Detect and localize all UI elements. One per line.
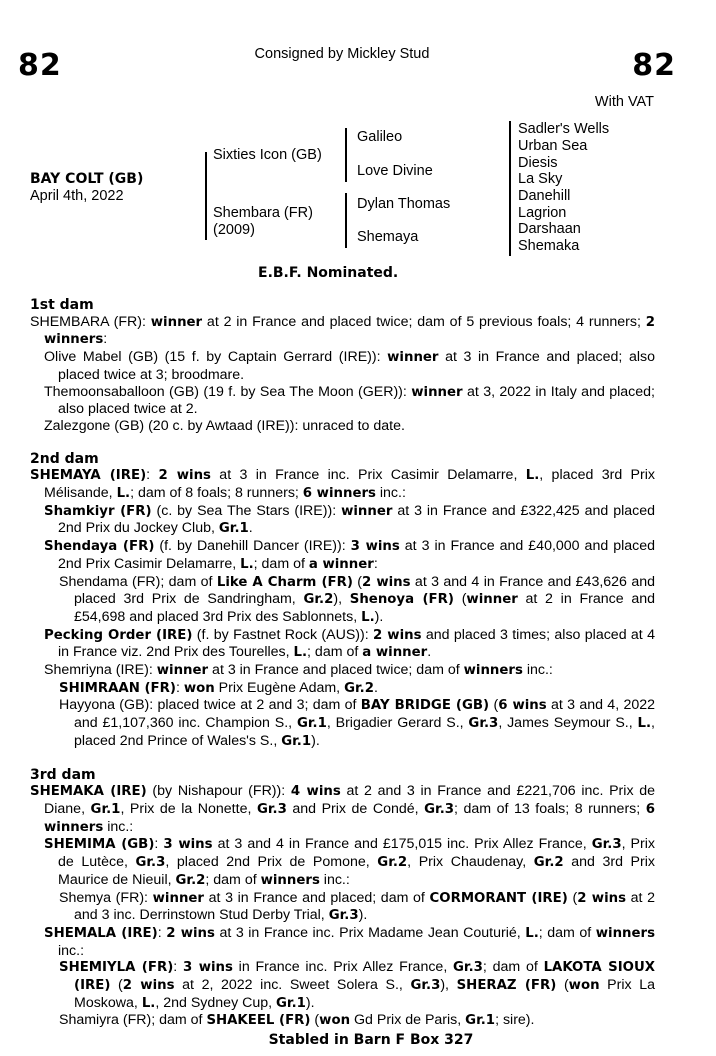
bold-run: SHIMRAAN (FR): [59, 680, 176, 696]
pedigree-sire-dam: Love Divine: [357, 163, 433, 179]
bold-run: Gr.1: [218, 521, 249, 537]
lot-number-right: 82: [632, 48, 676, 83]
catalogue-body: [30, 297, 655, 1030]
bold-run: Gr.3: [468, 716, 499, 732]
bold-run: SHAKEEL (FR): [206, 1013, 311, 1029]
bold-run: L.: [525, 925, 539, 941]
bold-run: 6 winners: [302, 486, 376, 502]
section-heading-first-dam: 1st dam: [30, 297, 94, 313]
bold-run: Pecking Order (IRE): [44, 627, 193, 643]
bold-run: L.: [361, 609, 375, 625]
consignor: Consigned by Mickley Stud: [254, 46, 430, 62]
progeny-entry: Shemriyna (IRE): winner at 3 in France and placed twice; dam of winners inc.:: [44, 662, 553, 679]
bold-run: 2 wins: [166, 925, 215, 941]
section-heading-third-dam: 3rd dam: [30, 766, 96, 783]
bold-run: Gr.3: [256, 801, 287, 817]
bold-run: 4 wins: [290, 784, 341, 800]
pedigree-gen3-4: La Sky: [518, 171, 563, 187]
bold-run: 3 wins: [183, 960, 233, 976]
bold-run: Gr.2: [344, 680, 374, 696]
progeny-entry: Pecking Order (IRE) (f. by Fastnet Rock (AUS)): 2 wins and placed 3 times; also placed at 4 in France viz. 2nd Prix des Tourelles, L.; dam of a winner.: [44, 626, 655, 661]
bold-run: 2 wins: [158, 468, 211, 484]
bold-run: Gr.1: [90, 801, 121, 817]
vat-note: With VAT: [594, 94, 654, 110]
bold-run: Shamkiyr (FR): [44, 503, 152, 519]
section-heading-second-dam: 2nd dam: [30, 450, 99, 467]
bold-run: Gr.2: [533, 855, 564, 871]
bold-run: winner: [150, 314, 203, 330]
pedigree-dam-year: (2009): [213, 222, 255, 238]
bold-run: Shenoya (FR): [349, 592, 454, 608]
pedigree-bracket-3: [509, 121, 511, 256]
bold-run: 2 wins: [577, 890, 627, 906]
bold-run: SHEMIYLA (FR): [59, 960, 174, 976]
bold-run: Gr.2: [175, 872, 206, 888]
bold-run: Shendaya (FR): [44, 539, 155, 555]
pedigree-gen3-2: Urban Sea: [518, 138, 588, 154]
bold-run: winner: [341, 503, 393, 519]
bold-run: 2 winners: [44, 314, 655, 348]
grandprogeny-entry: SHEMIYLA (FR): 3 wins in France inc. Prix Allez France, Gr.3; dam of LAKOTA SIOUX (IRE) (2 wins at 2, 2022 inc. Sweet Solera S., Gr.3), SHERAZ (FR) (won Prix La Moskowa, L., 2nd Sydney Cup, Gr.1).: [59, 959, 655, 1011]
pedigree-gen3-7: Darshaan: [518, 221, 581, 237]
foaling-date: April 4th, 2022: [30, 188, 124, 204]
bold-run: winner: [152, 890, 204, 906]
bold-run: Gr.2: [303, 592, 334, 608]
bold-run: LAKOTA SIOUX (IRE): [74, 960, 655, 994]
bold-run: Gr.1: [296, 716, 327, 732]
bold-run: L.: [525, 468, 540, 484]
pedigree-bracket-2b: [345, 193, 347, 248]
bold-run: winner: [466, 592, 518, 608]
bold-run: Like A Charm (FR): [216, 574, 353, 590]
progeny-entry: Olive Mabel (GB) (15 f. by Captain Gerrard (IRE)): winner at 3 in France and placed; also placed twice at 3; broodmare.: [44, 349, 655, 383]
pedigree-bracket-2a: [345, 128, 347, 182]
bold-run: winner: [411, 384, 463, 400]
bold-run: 2 wins: [122, 978, 175, 994]
bold-run: won: [568, 978, 600, 994]
bold-run: Gr.3: [453, 960, 483, 976]
pedigree-dam-sire: Dylan Thomas: [357, 196, 451, 212]
bold-run: winners: [463, 663, 523, 679]
bold-run: a winner: [362, 645, 428, 661]
grandprogeny-entry: Hayyona (GB): placed twice at 2 and 3; dam of BAY BRIDGE (GB) (6 wins at 3 and 4, 2022 and £1,107,360 inc. Champion S., Gr.1, Brigadier Gerard S., Gr.3, James Seymour S., L., placed 2nd Prince of Wales's S., Gr.1).: [59, 697, 656, 749]
grandprogeny-entry: Shemya (FR): winner at 3 in France and placed; dam of CORMORANT (IRE) (2 wins at 2 and 3 inc. Derrinstown Stud Derby Trial, Gr.3).: [59, 889, 656, 924]
pedigree-gen3-8: Shemaka: [518, 238, 580, 254]
grandprogeny-entry: Shamiyra (FR); dam of SHAKEEL (FR) (won Gd Prix de Paris, Gr.1; sire).: [59, 1012, 535, 1029]
bold-run: Gr.2: [377, 855, 408, 871]
bold-run: SHEMALA (IRE): [44, 925, 158, 941]
lot-number-left: 82: [18, 48, 62, 83]
bold-run: L.: [293, 645, 308, 661]
bold-run: 2 wins: [373, 627, 422, 643]
bold-run: SHEMAYA (IRE): [30, 468, 147, 484]
pedigree-gen3-1: Sadler's Wells: [518, 121, 610, 137]
bold-run: won: [319, 1013, 351, 1029]
ebf-nomination: E.B.F. Nominated.: [258, 265, 399, 281]
pedigree-gen3-3: Diesis: [518, 155, 558, 171]
progeny-entry: SHEMALA (IRE): 2 wins at 3 in France inc. Prix Madame Jean Couturié, L.; dam of winners inc.:: [44, 924, 656, 959]
pedigree-gen3-5: Danehill: [518, 188, 571, 204]
grandprogeny-entry: Shendama (FR); dam of Like A Charm (FR) (2 wins at 3 and 4 in France and £43,626 and placed 3rd Prix de Sandringham, Gr.2), Shenoya (FR) (winner at 2 in France and £54,698 and placed 3rd Prix des Sablonnets, L.).: [59, 573, 655, 625]
bold-run: winners: [595, 925, 656, 941]
dam-entry: SHEMAYA (IRE): 2 wins at 3 in France inc. Prix Casimir Delamarre, L., placed 3rd Prix Mélisande, L.; dam of 8 foals; 8 runners; 6 winners inc.:: [30, 467, 655, 502]
bold-run: BAY BRIDGE (GB): [360, 698, 490, 714]
bold-run: SHERAZ (FR): [456, 978, 557, 994]
horse-title: BAY COLT (GB): [30, 171, 144, 187]
progeny-entry: Themoonsaballoon (GB) (19 f. by Sea The Moon (GER)): winner at 3, 2022 in Italy and placed; also placed twice at 2.: [44, 383, 655, 418]
bold-run: Gr.1: [281, 733, 312, 749]
stabling-info: Stabled in Barn F Box 327: [268, 1032, 474, 1048]
bold-run: Gr.1: [276, 995, 306, 1011]
bold-run: Gr.3: [135, 855, 166, 871]
bold-run: winners: [260, 872, 320, 888]
progeny-entry: Shendaya (FR) (f. by Danehill Dancer (IRE)): 3 wins at 3 in France and £40,000 and placed 2nd Prix Casimir Delamarre, L.; dam of a winner:: [44, 538, 656, 572]
bold-run: a winner: [308, 556, 374, 572]
bold-run: SHEMAKA (IRE): [30, 784, 147, 800]
grandprogeny-entry: SHIMRAAN (FR): won Prix Eugène Adam, Gr.2.: [59, 679, 378, 696]
bold-run: L.: [116, 486, 131, 502]
pedigree-dam: Shembara (FR): [213, 205, 313, 221]
progeny-entry: SHEMIMA (GB): 3 wins at 3 and 4 in France and £175,015 inc. Prix Allez France, Gr.3, Prix de Lutèce, Gr.3, placed 2nd Prix de Pomone, Gr.2, Prix Chaudenay, Gr.2 and 3rd Prix Maurice de Nieuil, Gr.2; dam of winners inc.:: [44, 836, 655, 888]
bold-run: CORMORANT (IRE): [429, 890, 568, 906]
progeny-entry: Zalezgone (GB) (20 c. by Awtaad (IRE)): unraced to date.: [44, 417, 405, 434]
pedigree-gen3-6: Lagrion: [518, 205, 567, 221]
pedigree-bracket-1: [205, 152, 207, 240]
bold-run: 2 wins: [362, 574, 411, 590]
bold-run: Gr.1: [465, 1013, 496, 1029]
dam-entry: SHEMAKA (IRE) (by Nishapour (FR)): 4 wins at 2 and 3 in France and £221,706 inc. Prix de Diane, Gr.1, Prix de la Nonette, Gr.3 and Prix de Condé, Gr.3; dam of 13 foals; 8 runners; 6 winners inc.:: [30, 783, 656, 835]
bold-run: 6 wins: [498, 698, 547, 714]
pedigree-sire-sire: Galileo: [357, 129, 403, 145]
bold-run: 6 winners: [44, 801, 656, 835]
progeny-entry: Shamkiyr (FR) (c. by Sea The Stars (IRE)): winner at 3 in France and £322,425 and placed 2nd Prix du Jockey Club, Gr.1.: [44, 502, 655, 537]
bold-run: L.: [141, 995, 156, 1011]
bold-run: SHEMIMA (GB): [44, 837, 155, 853]
bold-run: Gr.3: [424, 801, 455, 817]
pedigree-dam-dam: Shemaya: [357, 229, 419, 245]
bold-run: Gr.3: [410, 978, 441, 994]
bold-run: 3 wins: [163, 837, 213, 853]
bold-run: L.: [637, 716, 652, 732]
bold-run: won: [183, 680, 215, 696]
bold-run: Gr.3: [591, 837, 622, 853]
bold-run: 3 wins: [350, 539, 400, 555]
bold-run: L.: [240, 556, 254, 572]
bold-run: winner: [387, 350, 439, 366]
bold-run: winner: [156, 663, 209, 679]
dam-entry: SHEMBARA (FR): winner at 2 in France and placed twice; dam of 5 previous foals; 4 runners; 2 winners:: [30, 313, 655, 348]
bold-run: Gr.3: [328, 908, 359, 924]
pedigree-sire: Sixties Icon (GB): [213, 147, 322, 163]
